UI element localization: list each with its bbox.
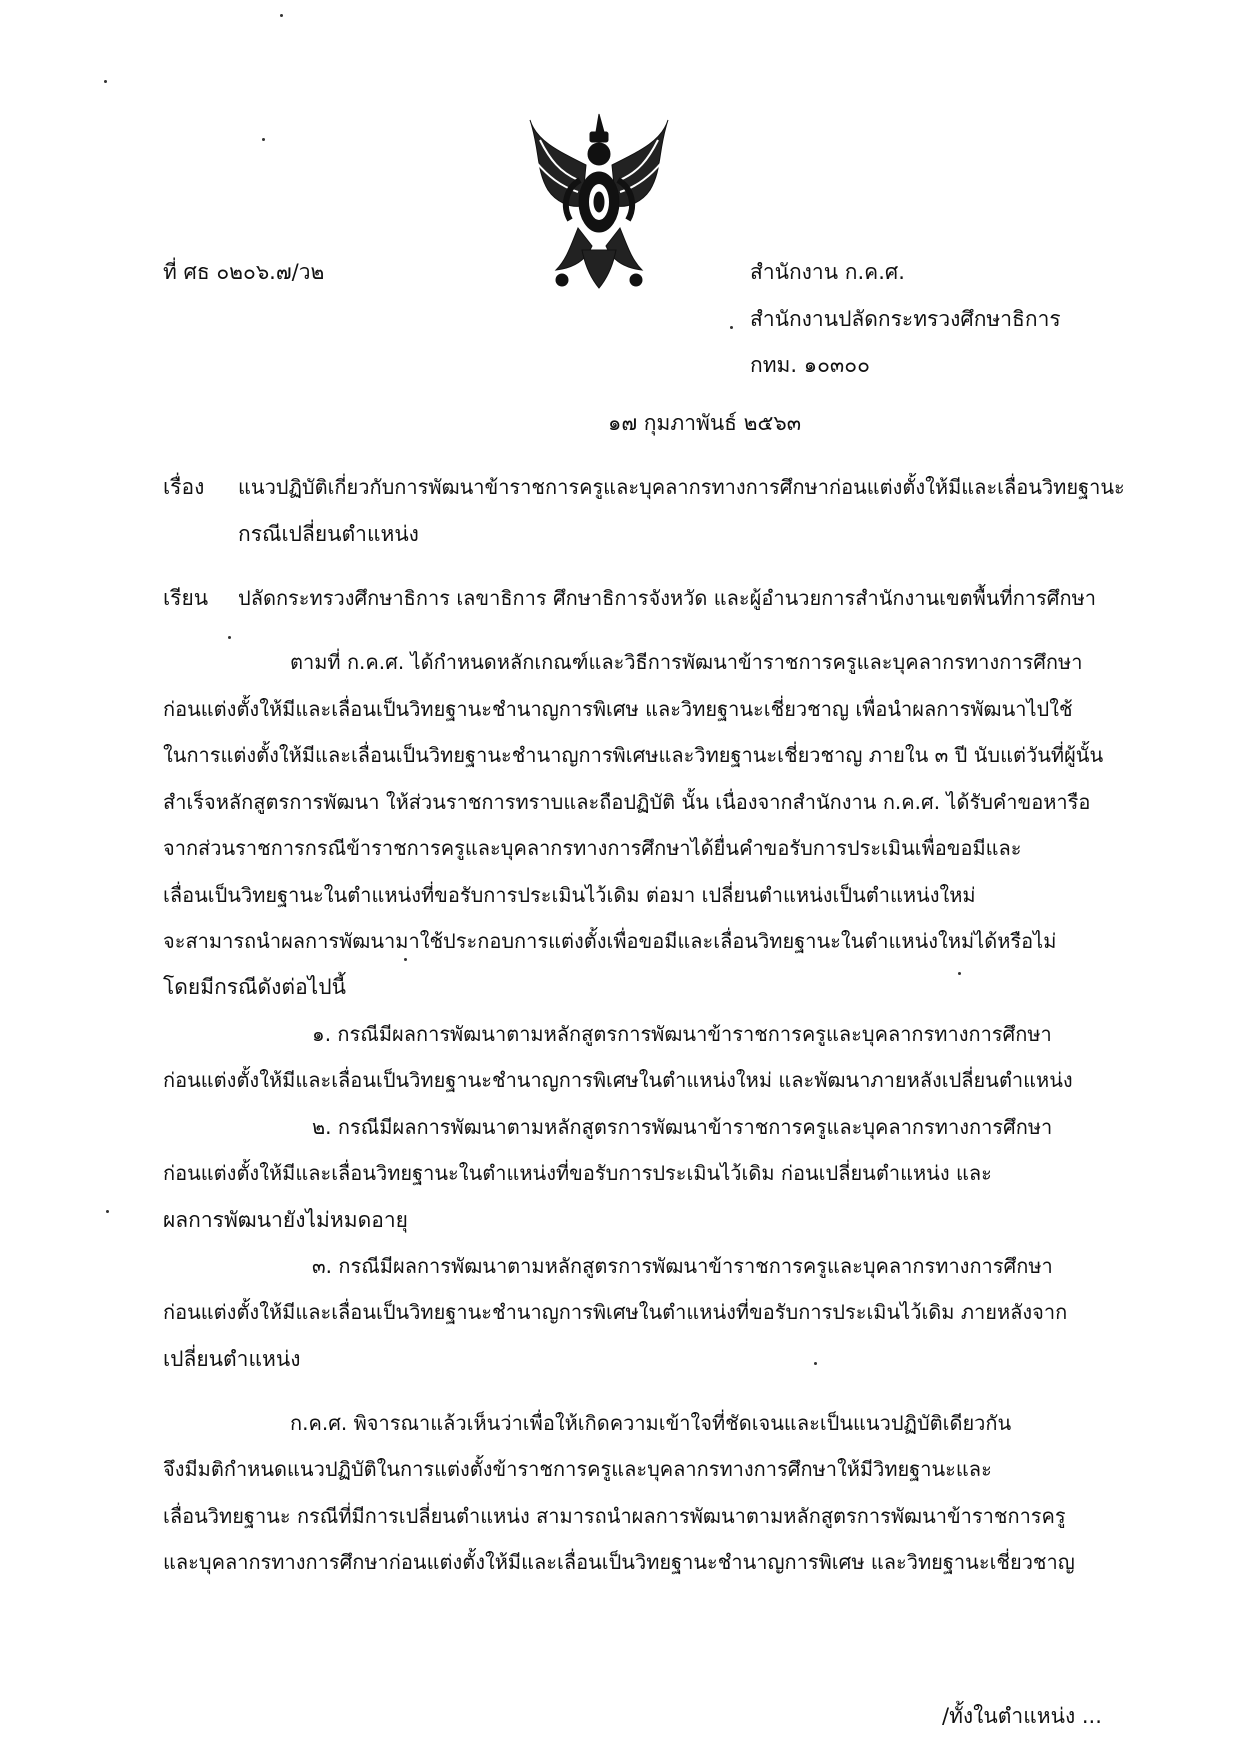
- scan-speck: [814, 1362, 817, 1365]
- office-line-3: กทม. ๑๐๓๐๐: [750, 353, 870, 377]
- body-line-6: เลื่อนเป็นวิทยฐานะในตำแหน่งที่ขอรับการประเมินไว้เดิม ต่อมา เปลี่ยนตำแหน่งเป็นตำแหน่งใหม่: [163, 883, 976, 907]
- body-line-1: ตามที่ ก.ค.ศ. ได้กำหนดหลักเกณฑ์และวิธีการพัฒนาข้าราชการครูและบุคลากรทางการศึกษา: [290, 650, 1083, 674]
- resolution-line-4: และบุคลากรทางการศึกษาก่อนแต่งตั้งให้มีและเลื่อนเป็นวิทยฐานะชำนาญการพิเศษ และวิทยฐานะเชี่ยวชาญ: [163, 1550, 1075, 1574]
- office-line-2: สำนักงานปลัดกระทรวงศึกษาธิการ: [750, 307, 1061, 331]
- body-line-7: จะสามารถนำผลการพัฒนามาใช้ประกอบการแต่งตั้งเพื่อขอมีและเลื่อนวิทยฐานะในตำแหน่งใหม่ได้หรือไม่: [163, 929, 1057, 953]
- body-line-5: จากส่วนราชการกรณีข้าราชการครูและบุคลากรทางการศึกษาได้ยื่นคำขอรับการประเมินเพื่อขอมีและ: [163, 836, 1022, 860]
- case-1-line-1: ๑. กรณีมีผลการพัฒนาตามหลักสูตรการพัฒนาข้าราชการครูและบุคลากรทางการศึกษา: [312, 1022, 1052, 1046]
- case-3-line-3: เปลี่ยนตำแหน่ง: [163, 1347, 301, 1371]
- scan-speck: [730, 326, 733, 329]
- body-line-3: ในการแต่งตั้งให้มีและเลื่อนเป็นวิทยฐานะชำนาญการพิเศษและวิทยฐานะเชี่ยวชาญ ภายใน ๓ ปี นับแต่วันที่ผู้นั้น: [163, 743, 1104, 767]
- continuation-marker: /ทั้งในตำแหน่ง ...: [942, 1704, 1102, 1728]
- recipient-text: ปลัดกระทรวงศึกษาธิการ เลขาธิการ ศึกษาธิการจังหวัด และผู้อำนวยการสำนักงานเขตพื้นที่การศึกษา: [238, 586, 1096, 610]
- resolution-line-3: เลื่อนวิทยฐานะ กรณีที่มีการเปลี่ยนตำแหน่ง สามารถนำผลการพัฒนาตามหลักสูตรการพัฒนาข้าราชการครู: [163, 1504, 1066, 1528]
- subject-line-2: กรณีเปลี่ยนตำแหน่ง: [238, 522, 419, 546]
- subject-label: เรื่อง: [163, 475, 205, 499]
- scan-speck: [280, 14, 283, 17]
- case-2-line-2: ก่อนแต่งตั้งให้มีและเลื่อนวิทยฐานะในตำแหน่งที่ขอรับการประเมินไว้เดิม ก่อนเปลี่ยนตำแหน่ง และ: [163, 1161, 992, 1185]
- garuda-emblem-icon: [526, 110, 672, 290]
- scan-speck: [104, 80, 107, 83]
- case-2-line-3: ผลการพัฒนายังไม่หมดอายุ: [163, 1208, 408, 1232]
- body-line-4: สำเร็จหลักสูตรการพัฒนา ให้ส่วนราชการทราบและถือปฏิบัติ นั้น เนื่องจากสำนักงาน ก.ค.ศ. ได้รับคำขอหารือ: [163, 790, 1091, 814]
- scan-speck: [404, 958, 407, 961]
- document-date: ๑๗ กุมภาพันธ์ ๒๕๖๓: [608, 411, 802, 435]
- scan-speck: [262, 138, 265, 141]
- office-line-1: สำนักงาน ก.ค.ศ.: [750, 260, 905, 284]
- resolution-line-1: ก.ค.ศ. พิจารณาแล้วเห็นว่าเพื่อให้เกิดความเข้าใจที่ชัดเจนและเป็นแนวปฏิบัติเดียวกัน: [290, 1411, 1012, 1435]
- document-number: ที่ ศธ ๐๒๐๖.๗/ว๒: [163, 260, 325, 284]
- case-3-line-1: ๓. กรณีมีผลการพัฒนาตามหลักสูตรการพัฒนาข้าราชการครูและบุคลากรทางการศึกษา: [312, 1254, 1053, 1278]
- subject-line-1: แนวปฏิบัติเกี่ยวกับการพัฒนาข้าราชการครูและบุคลากรทางการศึกษาก่อนแต่งตั้งให้มีและเลื่อนวิทยฐานะ: [238, 475, 1125, 499]
- scan-speck: [958, 972, 961, 975]
- resolution-line-2: จึงมีมติกำหนดแนวปฏิบัติในการแต่งตั้งข้าราชการครูและบุคลากรทางการศึกษาให้มีวิทยฐานะและ: [163, 1457, 992, 1481]
- scan-speck: [228, 636, 231, 639]
- case-2-line-1: ๒. กรณีมีผลการพัฒนาตามหลักสูตรการพัฒนาข้าราชการครูและบุคลากรทางการศึกษา: [312, 1115, 1053, 1139]
- body-line-8: โดยมีกรณีดังต่อไปนี้: [163, 975, 346, 999]
- body-line-2: ก่อนแต่งตั้งให้มีและเลื่อนเป็นวิทยฐานะชำนาญการพิเศษ และวิทยฐานะเชี่ยวชาญ เพื่อนำผลการพัฒนาไปใช้: [163, 697, 1073, 721]
- case-1-line-2: ก่อนแต่งตั้งให้มีและเลื่อนเป็นวิทยฐานะชำนาญการพิเศษในตำแหน่งใหม่ และพัฒนาภายหลังเปลี่ยนตำแหน่ง: [163, 1068, 1073, 1092]
- scan-speck: [106, 1210, 109, 1213]
- case-3-line-2: ก่อนแต่งตั้งให้มีและเลื่อนเป็นวิทยฐานะชำนาญการพิเศษในตำแหน่งที่ขอรับการประเมินไว้เดิม ภายหลังจาก: [163, 1300, 1068, 1324]
- recipient-label: เรียน: [163, 586, 209, 610]
